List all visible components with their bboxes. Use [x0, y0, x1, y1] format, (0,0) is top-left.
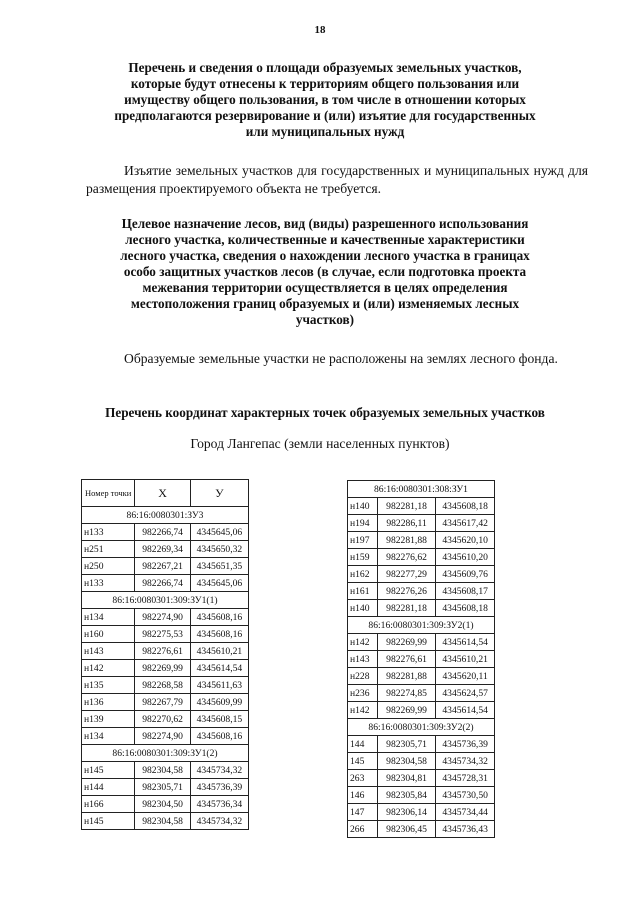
x-coordinate-cell: 982275,53	[135, 626, 191, 643]
coordinates-table-right	[347, 480, 495, 838]
section2-title-line: местоположения границ образуемых и (или) изменяемых лесных	[130, 296, 520, 311]
parcel-cadastral-number: 86:16:0080301:309:ЗУ1(1)	[82, 592, 249, 609]
section2-title-line: лесного участка, количественные и качественные характеристики	[125, 232, 525, 247]
table-row	[82, 660, 249, 677]
x-coordinate-cell: 982306,45	[377, 821, 435, 838]
table-row	[82, 643, 249, 660]
point-number-cell: н133	[82, 575, 135, 592]
point-number-cell: н159	[348, 549, 378, 566]
point-number-cell: н139	[82, 711, 135, 728]
point-number-cell: н228	[348, 668, 378, 685]
table-row	[348, 736, 495, 753]
point-number-cell: н145	[82, 813, 135, 830]
table-row	[82, 677, 249, 694]
x-coordinate-cell: 982306,14	[377, 804, 435, 821]
y-coordinate-cell: 4345734,44	[436, 804, 495, 821]
x-coordinate-cell: 982276,26	[377, 583, 435, 600]
x-coordinate-cell: 982305,71	[135, 779, 191, 796]
x-coordinate-cell: 982281,88	[377, 668, 435, 685]
point-number-cell: н133	[82, 524, 135, 541]
y-coordinate-cell: 4345734,32	[190, 762, 248, 779]
point-number-cell: н134	[82, 728, 135, 745]
y-coordinate-cell: 4345728,31	[436, 770, 495, 787]
x-coordinate-cell: 982305,71	[377, 736, 435, 753]
y-coordinate-cell: 4345608,17	[436, 583, 495, 600]
table-group-row	[348, 617, 495, 634]
parcel-cadastral-number: 86:16:0080301:ЗУ3	[82, 507, 249, 524]
y-coordinate-cell: 4345608,18	[436, 498, 495, 515]
x-coordinate-cell: 982277,29	[377, 566, 435, 583]
y-coordinate-cell: 4345614,54	[190, 660, 248, 677]
x-coordinate-cell: 982304,58	[135, 762, 191, 779]
y-coordinate-cell: 4345651,35	[190, 558, 248, 575]
y-coordinate-cell: 4345736,43	[436, 821, 495, 838]
x-coordinate-cell: 982274,90	[135, 728, 191, 745]
point-number-cell: н162	[348, 566, 378, 583]
header-x: X	[135, 480, 191, 507]
x-coordinate-cell: 982276,62	[377, 549, 435, 566]
point-number-cell: 266	[348, 821, 378, 838]
y-coordinate-cell: 4345734,32	[190, 813, 248, 830]
section2-title	[95, 216, 555, 328]
x-coordinate-cell: 982276,61	[135, 643, 191, 660]
table-row	[348, 685, 495, 702]
y-coordinate-cell: 4345610,21	[436, 651, 495, 668]
section2-text: Образуемые земельные участки не расположены на землях лесного фонда.	[124, 351, 558, 366]
page-number: 18	[314, 24, 326, 36]
x-coordinate-cell: 982304,81	[377, 770, 435, 787]
x-coordinate-cell: 982268,58	[135, 677, 191, 694]
section1-title-line: Перечень и сведения о площади образуемых земельных участков,	[128, 60, 522, 75]
table-row	[348, 787, 495, 804]
table-group-row	[82, 507, 249, 524]
table-row	[82, 541, 249, 558]
point-number-cell: н143	[82, 643, 135, 660]
x-coordinate-cell: 982270,62	[135, 711, 191, 728]
x-coordinate-cell: 982304,50	[135, 796, 191, 813]
section2-title-line: межевания территории осуществляется в целях определения	[142, 280, 508, 295]
table-row	[348, 515, 495, 532]
x-coordinate-cell: 982304,58	[377, 753, 435, 770]
table-row	[82, 762, 249, 779]
table-row	[348, 753, 495, 770]
table-row	[348, 651, 495, 668]
x-coordinate-cell: 982305,84	[377, 787, 435, 804]
coordinates-table-left	[81, 479, 249, 830]
y-coordinate-cell: 4345620,11	[436, 668, 495, 685]
header-y: У	[190, 480, 248, 507]
y-coordinate-cell: 4345620,10	[436, 532, 495, 549]
table-row	[82, 558, 249, 575]
table-row	[348, 566, 495, 583]
x-coordinate-cell: 982274,90	[135, 609, 191, 626]
section2-title-line: Целевое назначение лесов, вид (виды) разрешенного использования	[121, 216, 529, 231]
x-coordinate-cell: 982281,88	[377, 532, 435, 549]
table-row	[82, 711, 249, 728]
section2-title-line: участков)	[295, 312, 355, 327]
point-number-cell: н142	[348, 634, 378, 651]
x-coordinate-cell: 982269,99	[377, 634, 435, 651]
point-number-cell: н142	[82, 660, 135, 677]
point-number-cell: н194	[348, 515, 378, 532]
section1-title-line: которые будут отнесены к территориям общего пользования или	[130, 76, 520, 91]
table-row	[348, 549, 495, 566]
point-number-cell: н250	[82, 558, 135, 575]
point-number-cell: 147	[348, 804, 378, 821]
point-number-cell: 146	[348, 787, 378, 804]
point-number-cell: н134	[82, 609, 135, 626]
x-coordinate-cell: 982267,21	[135, 558, 191, 575]
x-coordinate-cell: 982281,18	[377, 600, 435, 617]
point-number-cell: н251	[82, 541, 135, 558]
x-coordinate-cell: 982266,74	[135, 575, 191, 592]
y-coordinate-cell: 4345608,18	[436, 600, 495, 617]
table-row	[82, 626, 249, 643]
point-number-cell: н145	[82, 762, 135, 779]
parcel-cadastral-number: 86:16:0080301:309:ЗУ2(2)	[348, 719, 495, 736]
section3-subtitle: Город Лангепас (земли населенных пунктов)	[190, 436, 450, 451]
table-row	[348, 821, 495, 838]
y-coordinate-cell: 4345645,06	[190, 575, 248, 592]
point-number-cell: н144	[82, 779, 135, 796]
table-row	[82, 796, 249, 813]
table-group-row	[82, 745, 249, 762]
table-row	[348, 770, 495, 787]
y-coordinate-cell: 4345614,54	[436, 634, 495, 651]
point-number-cell: 144	[348, 736, 378, 753]
y-coordinate-cell: 4345610,20	[436, 549, 495, 566]
point-number-cell: н161	[348, 583, 378, 600]
section1-title	[95, 60, 555, 140]
x-coordinate-cell: 982269,99	[135, 660, 191, 677]
section2-title-line: особо защитных участков лесов (в случае, если подготовка проекта	[123, 264, 527, 279]
point-number-cell: н142	[348, 702, 378, 719]
table-row	[82, 728, 249, 745]
y-coordinate-cell: 4345608,16	[190, 728, 248, 745]
table-row	[82, 609, 249, 626]
point-number-cell: н236	[348, 685, 378, 702]
y-coordinate-cell: 4345736,39	[190, 779, 248, 796]
y-coordinate-cell: 4345645,06	[190, 524, 248, 541]
y-coordinate-cell: 4345734,32	[436, 753, 495, 770]
x-coordinate-cell: 982269,99	[377, 702, 435, 719]
y-coordinate-cell: 4345624,57	[436, 685, 495, 702]
section1-title-line: или муниципальных нужд	[245, 124, 405, 139]
y-coordinate-cell: 4345610,21	[190, 643, 248, 660]
x-coordinate-cell: 982274,85	[377, 685, 435, 702]
table-group-row	[82, 592, 249, 609]
table-row	[82, 779, 249, 796]
point-number-cell: н166	[82, 796, 135, 813]
table-row	[348, 583, 495, 600]
table-row	[82, 694, 249, 711]
y-coordinate-cell: 4345609,76	[436, 566, 495, 583]
y-coordinate-cell: 4345608,15	[190, 711, 248, 728]
point-number-cell: н143	[348, 651, 378, 668]
x-coordinate-cell: 982276,61	[377, 651, 435, 668]
table-group-row	[348, 719, 495, 736]
x-coordinate-cell: 982286,11	[377, 515, 435, 532]
section1-title-line: имуществу общего пользования, в том числе в отношении которых	[124, 92, 526, 107]
header-point-number: Номер точки	[82, 480, 135, 507]
section3-title: Перечень координат характерных точек образуемых земельных участков	[105, 405, 545, 420]
table-row	[82, 813, 249, 830]
section2-title-line: лесного участка, сведения о нахождении лесного участка в границах	[120, 248, 530, 263]
table-row	[348, 668, 495, 685]
table-row	[348, 600, 495, 617]
point-number-cell: н197	[348, 532, 378, 549]
point-number-cell: н140	[348, 498, 378, 515]
parcel-cadastral-number: 86:16:0080301:309:ЗУ2(1)	[348, 617, 495, 634]
point-number-cell: 145	[348, 753, 378, 770]
y-coordinate-cell: 4345609,99	[190, 694, 248, 711]
y-coordinate-cell: 4345614,54	[436, 702, 495, 719]
x-coordinate-cell: 982304,58	[135, 813, 191, 830]
x-coordinate-cell: 982267,79	[135, 694, 191, 711]
y-coordinate-cell: 4345617,42	[436, 515, 495, 532]
y-coordinate-cell: 4345650,32	[190, 541, 248, 558]
point-number-cell: н140	[348, 600, 378, 617]
y-coordinate-cell: 4345736,34	[190, 796, 248, 813]
point-number-cell: 263	[348, 770, 378, 787]
table-row	[348, 634, 495, 651]
table-row	[82, 575, 249, 592]
x-coordinate-cell: 982269,34	[135, 541, 191, 558]
table-header-row	[82, 480, 249, 507]
table-group-row	[348, 481, 495, 498]
table-row	[348, 498, 495, 515]
y-coordinate-cell: 4345730,50	[436, 787, 495, 804]
section1-text: Изъятие земельных участков для государственных и муниципальных нужд для размещения проектируемого объекта не требуется.	[86, 163, 588, 196]
point-number-cell: н136	[82, 694, 135, 711]
table-row	[82, 524, 249, 541]
x-coordinate-cell: 982281,18	[377, 498, 435, 515]
x-coordinate-cell: 982266,74	[135, 524, 191, 541]
point-number-cell: н160	[82, 626, 135, 643]
parcel-cadastral-number: 86:16:0080301:308:ЗУ1	[348, 481, 495, 498]
section1-title-line: предполагаются резервирование и (или) изъятие для государственных	[114, 108, 536, 123]
point-number-cell: н135	[82, 677, 135, 694]
y-coordinate-cell: 4345608,16	[190, 626, 248, 643]
table-row	[348, 804, 495, 821]
table-row	[348, 532, 495, 549]
y-coordinate-cell: 4345608,16	[190, 609, 248, 626]
y-coordinate-cell: 4345736,39	[436, 736, 495, 753]
table-row	[348, 702, 495, 719]
parcel-cadastral-number: 86:16:0080301:309:ЗУ1(2)	[82, 745, 249, 762]
y-coordinate-cell: 4345611,63	[190, 677, 248, 694]
